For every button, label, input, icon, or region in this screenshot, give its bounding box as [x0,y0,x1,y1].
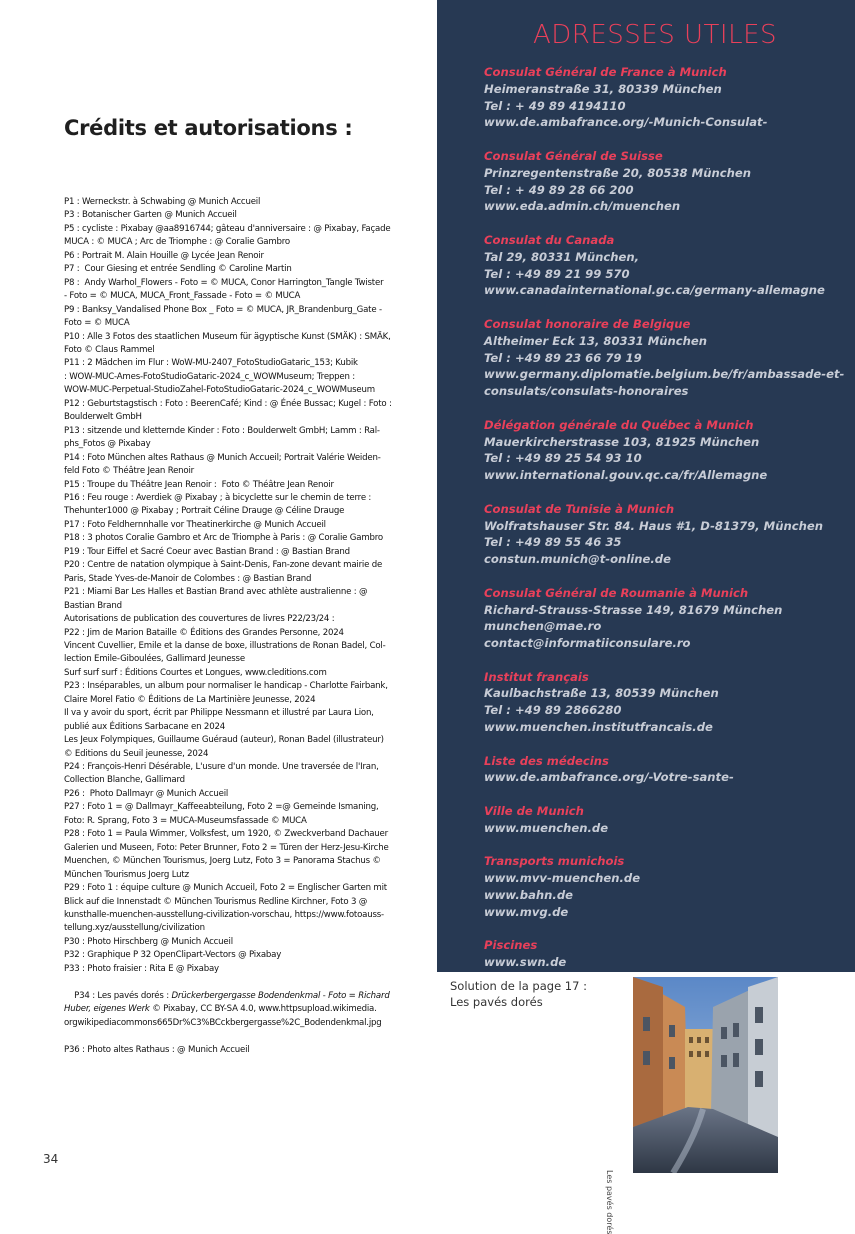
credit-line: P28 : Foto 1 = Paula Wimmer, Volksfest, um 1920, © Zweckverband Dachauer [64,829,388,840]
credit-line: P13 : sitzende und kletternde Kinder : Foto : Boulderwelt GmbH; Lamm : Ral- [64,425,380,436]
address-entry-name: Liste des médecins [484,753,609,768]
address-detail: Tel : +49 89 55 46 35 [484,535,622,550]
address-entry [484,417,844,484]
address-link[interactable]: www.germany.diplomatie.belgium.be/fr/ambassade-et- [484,367,845,382]
address-entry-name: Transports munichois [484,854,625,869]
credit-line: Collection Blanche, Gallimard [64,775,185,786]
address-detail: Tel : +49 89 21 99 570 [484,266,630,281]
credit-line: Les Jeux Folympiques, Guillaume Guéraud (auteur), Ronan Badel (illustrateur) [64,735,384,746]
street-photo-illustration [633,977,778,1173]
credit-line: Paris, Stade Yves-de-Manoir de Colombes : @ Bastian Brand [64,573,312,584]
credits-list [64,196,436,1057]
credit-line: Foto © Claus Rammel [64,344,155,355]
address-entry-name: Délégation générale du Québec à Munich [484,417,754,432]
address-detail: Tel : + 49 89 4194110 [484,98,626,113]
address-entry-name: Ville de Munich [484,804,584,819]
credit-line: P8 : Andy Warhol_Flowers - Foto = © MUCA, Conor Harrington_Tangle Twister [64,277,384,288]
address-entry [484,316,844,400]
address-entry-name: Consulat du Canada [484,232,615,247]
credit-line: Thehunter1000 @ Pixabay ; Portrait Céline Drauge @ Céline Drauge [64,506,345,517]
credit-line: P22 : Jim de Marion Bataille © Éditions des Grandes Personne, 2024 [64,627,344,638]
solution-line-1: Solution de la page 17 : [450,979,587,993]
address-detail: Richard-Strauss-Strasse 149, 81679 München [484,602,783,617]
address-detail: Prinzregentenstraße 20, 80538 München [484,165,751,180]
address-detail: Wolfratshauser Str. 84. Haus #1, D-81379, München [484,518,823,533]
credit-line: P24 : François-Henri Désérable, L'usure d'un monde. Une traversée de l'Iran, [64,762,379,773]
credit-line: P23 : Inséparables, un album pour normaliser le handicap - Charlotte Fairbank, [64,681,388,692]
credit-line: P10 : Alle 3 Fotos des staatlichen Museum für ägyptische Kunst (SMÄK) : SMÄK, [64,331,391,342]
credit-line: P26 : Photo Dallmayr @ Munich Accueil [64,788,229,799]
credit-line: Muenchen, © München Tourismus, Joerg Lutz, Foto 3 = Panorama Stachus © [64,856,381,867]
credit-line: P5 : cycliste : Pixabay @aa8916744; gâteau d'anniversaire : @ Pixabay, Façade [64,223,391,234]
address-link[interactable]: www.swn.de [484,955,567,970]
credit-line: Surf surf surf : Éditions Courtes et Longues, www.cleditions.com [64,667,327,678]
address-entry [484,585,844,652]
address-entry [484,669,844,736]
credit-line: lection Emile-Giboulées, Gallimard Jeunesse [64,654,245,665]
address-link[interactable]: munchen@mae.ro [484,619,602,634]
street-photo [633,977,778,1173]
credit-line: Bastian Brand [64,600,122,611]
credit-line: P14 : Foto München altes Rathaus @ Munich Accueil; Portrait Valérie Weiden- [64,452,381,463]
credit-line: Claire Morel Fatio © Éditions de La Martinière Jeunesse, 2024 [64,694,316,705]
address-link[interactable]: www.mvg.de [484,904,569,919]
address-link[interactable]: contact@informatiiconsulare.ro [484,636,691,651]
address-entry [484,148,844,215]
solution-line-2: Les pavés dorés [450,995,543,1009]
credit-line: P12 : Geburtstagstisch : Foto : BeerenCafé; Kind : @ Énée Bussac; Kugel : Foto : [64,398,392,409]
addresses-list [484,64,844,988]
credit-line: P7 : Cour Giesing et entrée Sendling © Caroline Martin [64,264,292,275]
credit-line: P30 : Photo Hirschberg @ Munich Accueil [64,936,233,947]
credit-line: P20 : Centre de natation olympique à Saint-Denis, Fan-zone devant mairie de [64,560,383,571]
credit-line: Vincent Cuvellier, Emile et la danse de boxe, illustrations de Ronan Badel, Col- [64,640,386,651]
address-entry-name: Consulat Général de Suisse [484,148,663,163]
credit-line: P3 : Botanischer Garten @ Munich Accueil [64,210,237,221]
address-entry-name: Consulat honoraire de Belgique [484,316,691,331]
solution-caption [450,978,587,1010]
address-detail: Mauerkircherstrasse 103, 81925 München [484,434,760,449]
photo-caption-text: Les pavés dorés [605,1170,614,1234]
credit-line-p36: P36 : Photo altes Rathaus : @ Munich Accueil [64,1044,250,1055]
address-entry [484,501,844,568]
address-detail: consulats/consulats-honoraires [484,384,689,399]
credit-line: tellung.xyz/ausstellung/civilization [64,923,205,934]
credit-line: phs_Fotos @ Pixabay [64,439,151,450]
credit-line: P16 : Feu rouge : Averdiek @ Pixabay ; à bicyclette sur le chemin de terre : [64,492,372,503]
address-entry-name: Piscines [484,938,538,953]
credit-line: © Editions du Seuil jeunesse, 2024 [64,748,209,759]
credits-title: Crédits et autorisations : [64,116,353,140]
address-entry-name: Institut français [484,669,589,684]
address-detail: Kaulbachstraße 13, 80539 München [484,686,719,701]
address-link[interactable]: www.muenchen.institutfrancais.de [484,720,713,735]
credit-line: P19 : Tour Eiffel et Sacré Coeur avec Bastian Brand : @ Bastian Brand [64,546,350,557]
credit-line: kunsthalle-muenchen-ausstellung-civilization-vorschau, https://www.fotoauss- [64,910,384,921]
credit-line: P11 : 2 Mädchen im Flur : WoW-MU-2407_FotoStudioGataric_153; Kubik [64,358,358,369]
address-link[interactable]: www.bahn.de [484,888,573,903]
credit-line: Il va y avoir du sport, écrit par Philippe Nessmann et illustré par Laura Lion, [64,708,374,719]
credit-line-p34: P34 : Les pavés dorés : Drückerbergergasse Bodendenkmal - Foto = Richard Huber, eigenes Werk © Pixabay, CC BY-SA 4.0, www.httpsupload.wikimedia. orgwikipediacommons665Dr%C3%BCckbergergasse%2C_Bodendenkmal.jpg [64,990,390,1028]
credit-line: P6 : Portrait M. Alain Houille @ Lycée Jean Renoir [64,250,264,261]
address-detail: Altheimer Eck 13, 80331 München [484,333,708,348]
address-link[interactable]: www.international.gouv.qc.ca/fr/Allemagne [484,468,768,483]
credit-line: P33 : Photo fraisier : Rita E @ Pixabay [64,963,219,974]
credit-line: P18 : 3 photos Coralie Gambro et Arc de Triomphe à Paris : @ Coralie Gambro [64,533,383,544]
address-entry [484,803,844,837]
credit-line: München Tourismus Joerg Lutz [64,869,189,880]
address-link[interactable]: www.de.ambafrance.org/-Votre-sante- [484,770,734,785]
credit-line: P32 : Graphique P 32 OpenClipart-Vectors @ Pixabay [64,950,282,961]
address-detail: Tel : + 49 89 28 66 200 [484,182,634,197]
credit-line: MUCA : © MUCA ; Arc de Triomphe : @ Coralie Gambro [64,237,290,248]
credit-line: Galerien und Museen, Foto: Peter Brunner, Foto 2 = Türen der Herz-Jesu-Kirche [64,842,389,853]
address-link[interactable]: constun.munich@t-online.de [484,552,671,567]
address-entry [484,232,844,299]
page-number: 34 [43,1152,59,1166]
credit-line: WOW-MUC-Perpetual-StudioZahel-FotoStudioGataric-2024_c_WOWMuseum [64,385,375,396]
credit-line: P15 : Troupe du Théâtre Jean Renoir : Foto © Théâtre Jean Renoir [64,479,334,490]
address-entry-name: Consulat de Tunisie à Munich [484,501,675,516]
credit-line: Foto: R. Sprang, Foto 3 = MUCA-Museumsfassade © MUCA [64,815,307,826]
address-entry [484,64,844,131]
credit-line: Boulderwelt GmbH [64,412,142,423]
credit-line: P21 : Miami Bar Les Halles et Bastian Brand avec athlète australienne : @ [64,587,368,598]
address-entry [484,937,844,971]
address-entry-name: Consulat Général de France à Munich [484,65,727,79]
addresses-title: ADRESSES UTILES [533,20,778,50]
credit-line: P29 : Foto 1 : équipe culture @ Munich Accueil, Foto 2 = Englischer Garten mit [64,883,387,894]
address-entry [484,853,844,920]
credit-line: : WOW-MUC-Ames-FotoStudioGataric-2024_c_WOWMuseum; Treppen : [64,371,355,382]
address-detail: Tel : +49 89 23 66 79 19 [484,350,642,365]
credit-line: P27 : Foto 1 = @ Dallmayr_Kaffeeabteilung, Foto 2 =@ Gemeinde Ismaning, [64,802,379,813]
credit-line: feld Foto © Théâtre Jean Renoir [64,466,195,477]
photo-caption-vertical [605,1100,628,1234]
credit-line: publié aux Éditions Sarbacane en 2024 [64,721,225,732]
address-detail: Heimeranstraße 31, 80339 München [484,81,722,96]
address-link[interactable]: www.mvv-muenchen.de [484,871,641,886]
credit-line: - Foto = © MUCA, MUCA_Front_Fassade - Foto = © MUCA [64,291,301,302]
address-link[interactable]: www.muenchen.de [484,820,609,835]
credit-line: P17 : Foto Feldhernnhalle vor Theatinerkirche @ Munich Accueil [64,519,326,530]
address-entry-name: Consulat Général de Roumanie à Munich [484,585,749,600]
credit-line: Autorisations de publication des couvertures de livres P22/23/24 : [64,614,335,625]
address-entry [484,753,844,787]
address-link[interactable]: www.eda.admin.ch/muenchen [484,199,681,214]
address-detail: Tel : +49 89 2866280 [484,703,622,718]
credit-line: Foto = © MUCA [64,318,130,329]
credit-line: Blick auf die Innenstadt © München Tourismus Redline Kirchner, Foto 3 @ [64,896,368,907]
credit-line: P1 : Werneckstr. à Schwabing @ Munich Accueil [64,197,261,207]
useful-addresses-panel [437,0,855,972]
address-detail: Tal 29, 80331 München, [484,249,640,264]
address-link[interactable]: www.canadainternational.gc.ca/germany-allemagne [484,283,825,298]
address-link[interactable]: www.de.ambafrance.org/-Munich-Consulat- [484,115,768,130]
credit-line: P9 : Banksy_Vandalised Phone Box _ Foto = © MUCA, JR_Brandenburg_Gate - [64,304,382,315]
address-detail: Tel : +49 89 25 54 93 10 [484,451,642,466]
